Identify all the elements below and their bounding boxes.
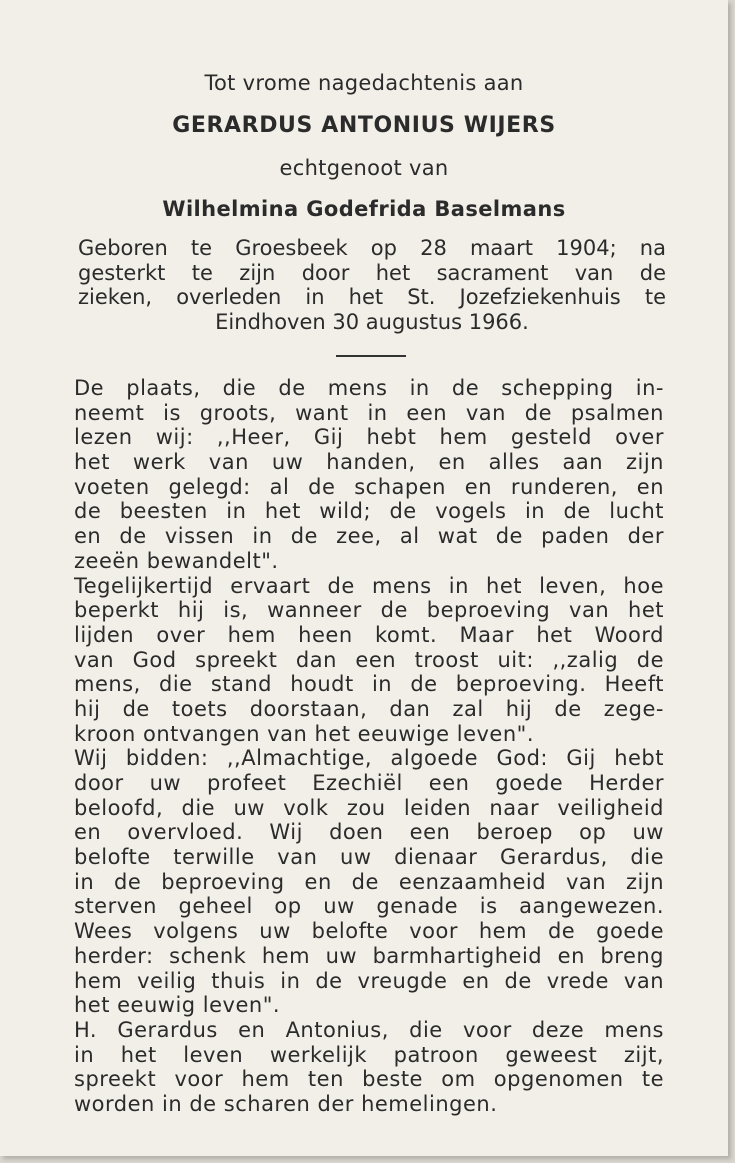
prayer-line: de beesten in het wild; de vogels in de lucht — [74, 499, 664, 524]
prayer-line: hem veilig thuis in de vreugde en de vrede van — [74, 968, 664, 993]
bio-paragraph — [78, 236, 666, 334]
prayer-line: kroon ontvangen van het eeuwige leven". — [74, 721, 534, 746]
bio-line: Geboren te Groesbeek op 28 maart 1904; na — [78, 236, 666, 260]
prayer-line: herder: schenk hem uw barmhartigheid en breng — [74, 943, 664, 968]
prayer-line: het eeuwig leven". — [74, 993, 281, 1018]
spouse-name: Wilhelmina Godefrida Baselmans — [162, 197, 566, 221]
prayer-line: het werk van uw handen, en alles aan zijn — [74, 450, 664, 475]
bio-line: zieken, overleden in het St. Jozefziekenhuis te — [78, 285, 666, 310]
prayer-line: lijden over hem heen komt. Maar het Woord — [74, 622, 664, 647]
prayer-line: De plaats, die de mens in de schepping in- — [74, 376, 664, 400]
prayer-line: Wij bidden: ,,Almachtige, algoede God: Gij hebt — [74, 746, 664, 771]
prayer-line: beloofd, die uw volk zou leiden naar veiligheid — [74, 795, 664, 820]
prayer-line: en de vissen in de zee, al wat de paden der — [74, 524, 664, 549]
prayer-line: mens, die stand houdt in de beproeving. Heeft — [74, 672, 664, 697]
prayer-text — [74, 376, 664, 1117]
prayer-line: sterven geheel op uw genade is aangewezen. — [74, 894, 664, 919]
prayer-line: door uw profeet Ezechiël een goede Herder — [74, 771, 664, 795]
prayer-line: worden in de scharen der hemelingen. — [74, 1091, 498, 1116]
divider-rule — [336, 355, 406, 357]
prayer-line: H. Gerardus en Antonius, die voor deze mens — [74, 1017, 664, 1042]
prayer-line: Wees volgens uw belofte voor hem de goede — [74, 919, 664, 944]
intro-line: Tot vrome nagedachtenis aan — [204, 71, 524, 95]
prayer-line: Tegelijkertijd ervaart de mens in het leven, hoe — [74, 573, 664, 598]
bio-line: gesterkt te zijn door het sacrament van de — [78, 260, 666, 285]
prayer-line: neemt is groots, want in een van de psalmen — [74, 400, 664, 425]
prayer-line: van God spreekt dan een troost uit: ,,zalig de — [74, 647, 664, 672]
prayer-line: zeeën bewandelt". — [74, 548, 279, 573]
prayer-line: en overvloed. Wij doen een beroep op uw — [74, 820, 664, 845]
prayer-line: voeten gelegd: al de schapen en runderen, en — [74, 474, 664, 499]
bio-line: Eindhoven 30 augustus 1966. — [215, 309, 529, 334]
prayer-line: spreekt voor hem ten beste om opgenomen te — [74, 1067, 664, 1092]
prayer-line: hij de toets doorstaan, dan zal hij de zege- — [74, 696, 664, 721]
prayer-line: in de beproeving en de eenzaamheid van zijn — [74, 869, 664, 894]
prayer-line: belofte terwille van uw dienaar Gerardus, die — [74, 845, 664, 870]
prayer-line: beperkt hij is, wanneer de beproeving van het — [74, 598, 664, 623]
prayer-line: in het leven werkelijk patroon geweest zijt, — [74, 1042, 664, 1067]
relation-line: echtgenoot van — [279, 156, 449, 180]
prayer-line: lezen wij: ,,Heer, Gij hebt hem gesteld over — [74, 425, 664, 450]
deceased-name: GERARDUS ANTONIUS WIJERS — [172, 113, 556, 138]
